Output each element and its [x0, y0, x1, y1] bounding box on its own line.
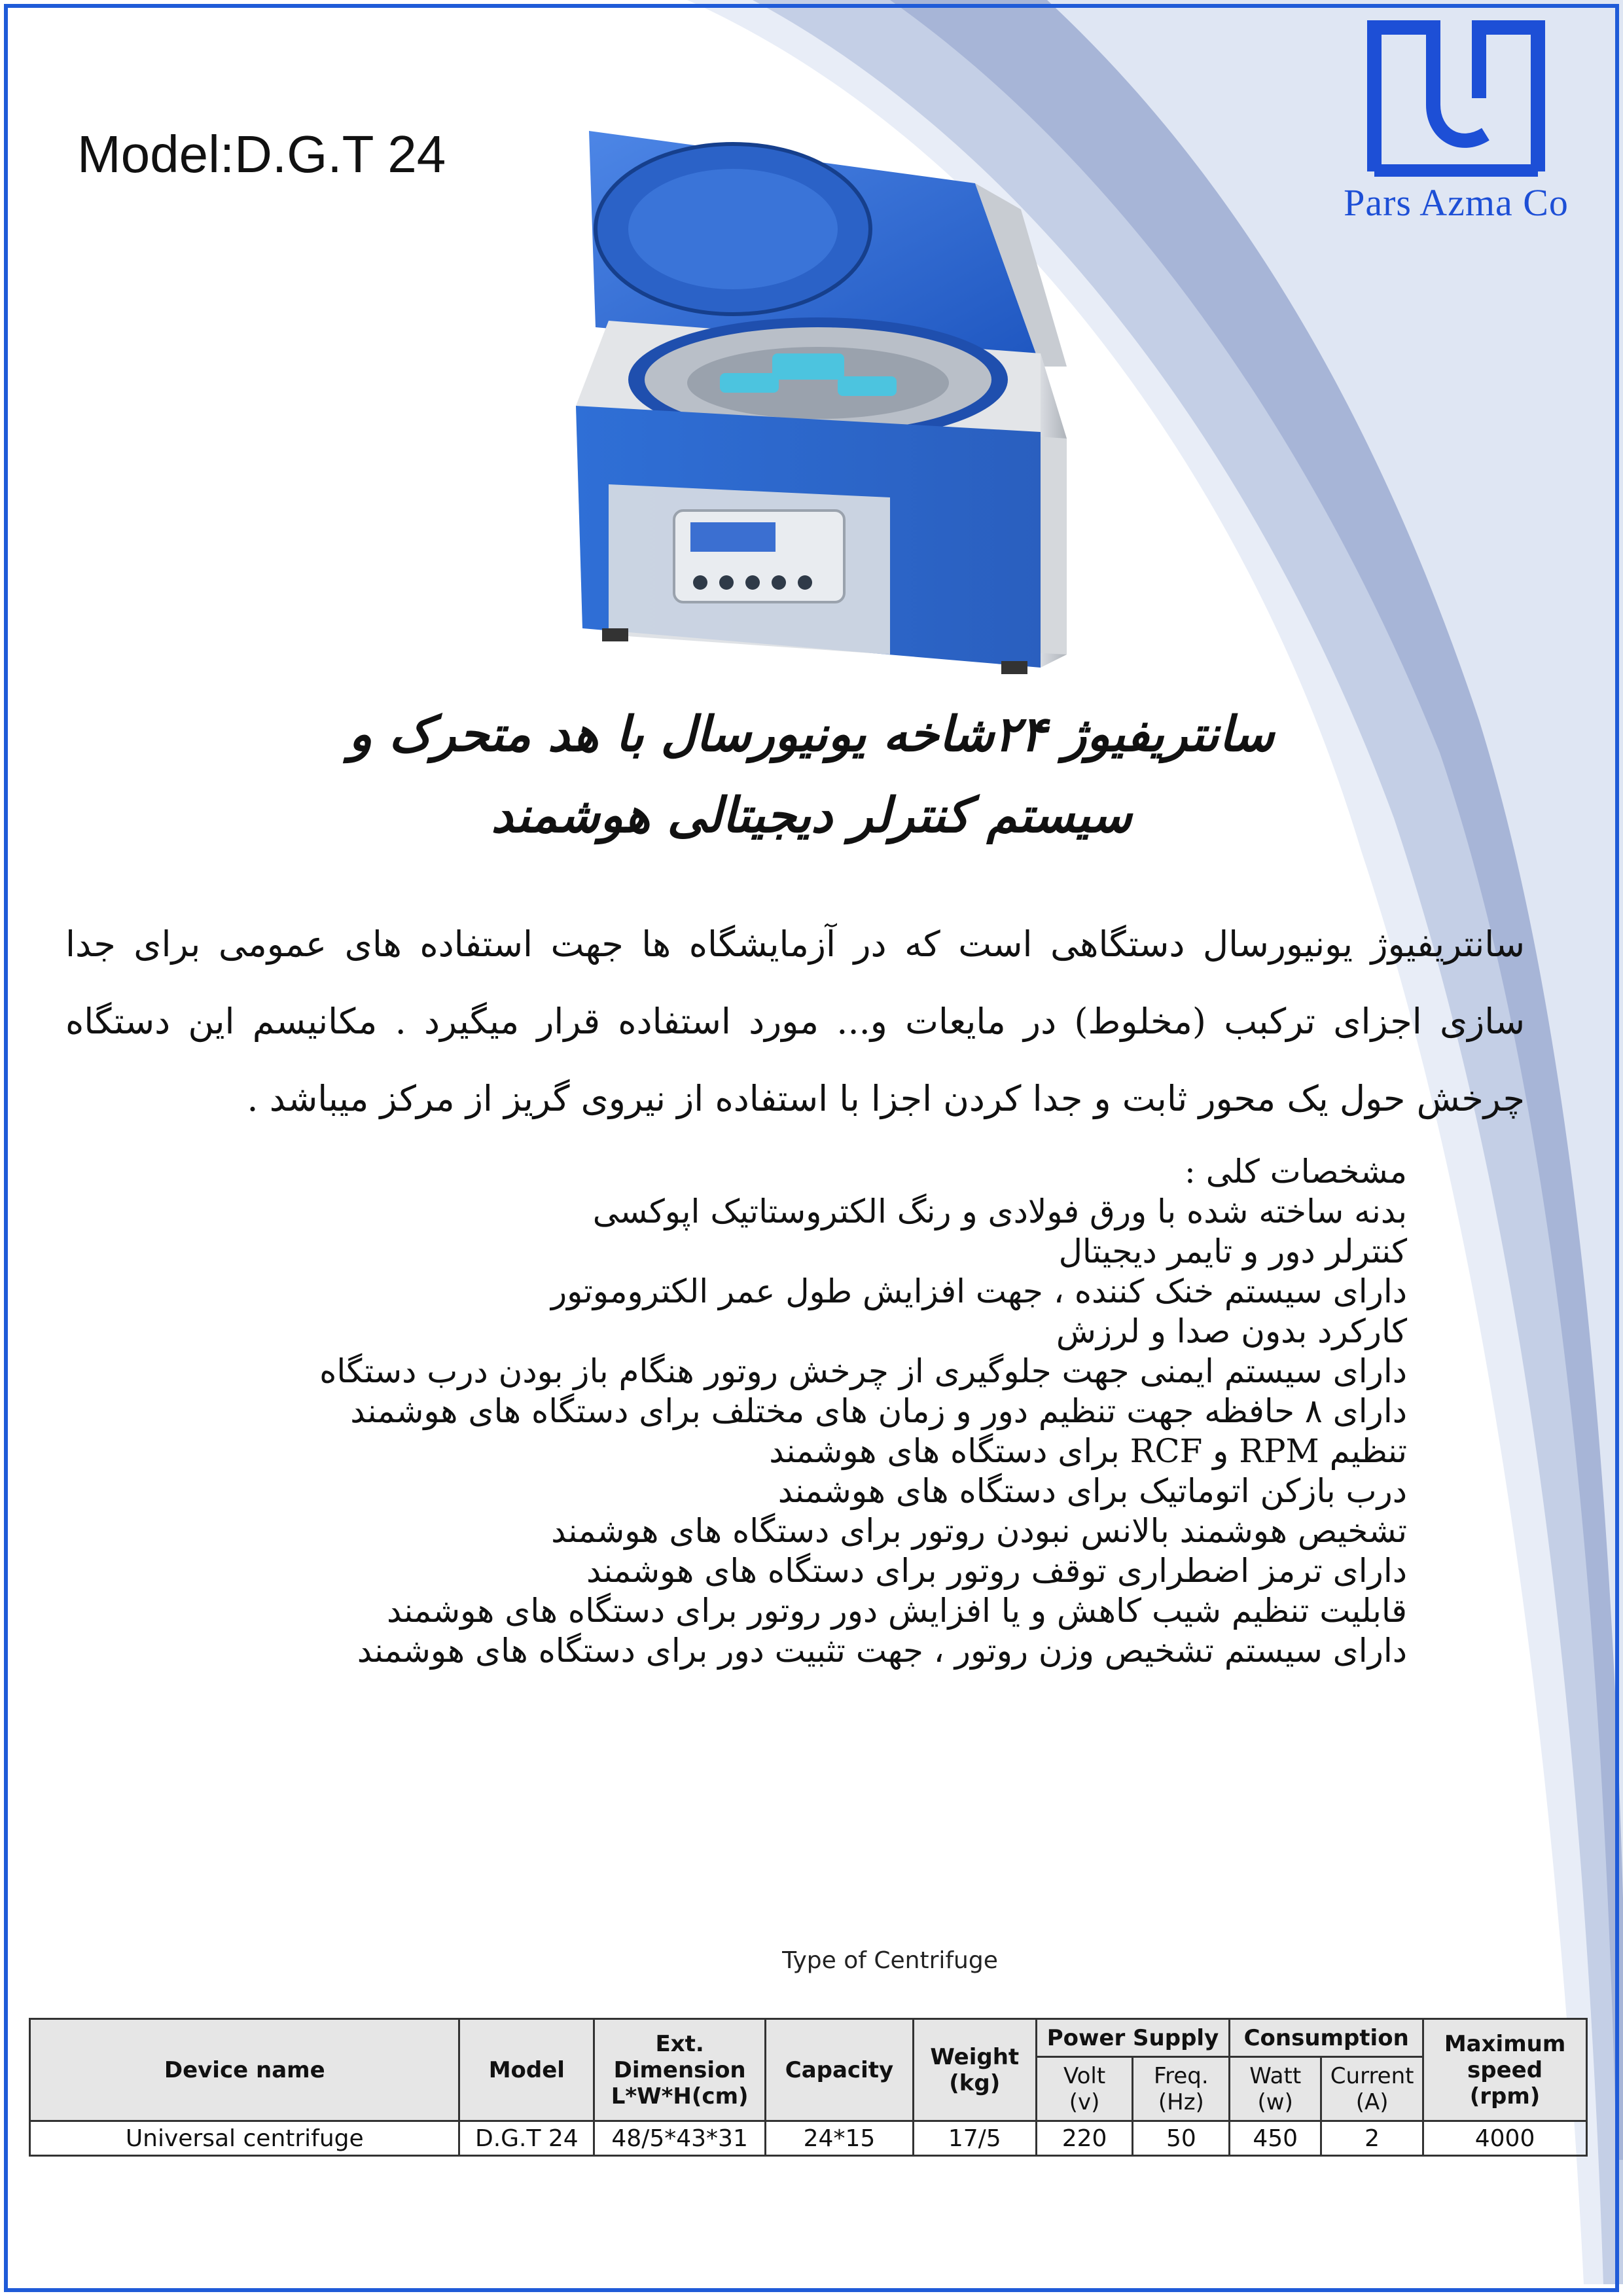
header-consumption: Consumption	[1230, 2019, 1423, 2057]
specs-heading: مشخصات کلی :	[1185, 1153, 1407, 1191]
model-label: Model:D.G.T 24	[77, 125, 446, 183]
brand-logo	[1335, 20, 1577, 224]
spec-item: دارای ترمز اضطراری توقف روتور برای دستگاه های هوشمند	[586, 1552, 1407, 1590]
cell-current: 2	[1321, 2121, 1423, 2156]
pars-azma-logo-icon	[1361, 20, 1551, 177]
spec-item: دارای ۸ حافظه جهت تنظیم دور و زمان های مختلف برای دستگاه های هوشمند	[350, 1392, 1407, 1430]
cell-device-name: Universal centrifuge	[30, 2121, 459, 2156]
centrifuge-image	[524, 131, 1126, 707]
header-max-speed: Maximum speed (rpm)	[1423, 2019, 1587, 2121]
header-freq: Freq. (Hz)	[1133, 2057, 1230, 2121]
header-model: Model	[459, 2019, 594, 2121]
product-title-line-1: سانتریفیوژ ۲۴شاخه یونیورسال با هد متحرک و	[348, 706, 1275, 762]
cell-watt: 450	[1230, 2121, 1321, 2156]
general-specs	[98, 1152, 1407, 1671]
cell-volt: 220	[1036, 2121, 1133, 2156]
cell-freq: 50	[1133, 2121, 1230, 2156]
table-row	[30, 2121, 1587, 2156]
spec-item: درب بازکن اتوماتیک برای دستگاه های هوشمند	[777, 1472, 1407, 1510]
header-power-supply: Power Supply	[1036, 2019, 1230, 2057]
cell-max-speed: 4000	[1423, 2121, 1587, 2156]
header-current: Current (A)	[1321, 2057, 1423, 2121]
spec-item: دارای سیستم تشخیص وزن روتور ، جهت تثبیت دور برای دستگاه های هوشمند	[357, 1632, 1407, 1670]
cell-ext-dimension: 48/5*43*31	[594, 2121, 766, 2156]
header-device-name: Device name	[30, 2019, 459, 2121]
spec-item: دارای سیستم خنک کننده ، جهت افزایش طول عمر الکتروموتور	[551, 1272, 1407, 1310]
table-caption: Type of Centrifuge	[782, 1947, 998, 1974]
header-capacity: Capacity	[766, 2019, 914, 2121]
spec-item: دارای سیستم ایمنی جهت جلوگیری از چرخش روتور هنگام باز بودن درب دستگاه	[319, 1352, 1407, 1390]
intro-paragraph: سانتریفیوژ یونیورسال دستگاهی است که در آزمایشگاه ها جهت استفاده های عمومی برای جدا سازی اجزای ترکبب (مخلوط) در مایعات و... مورد استفاده قرار میگیرد . مکانیسم این دستگاه چرخش حول یک محور ثابت و جدا کردن اجزا با استفاده از نیروی گریز از مرکز میباشد .	[65, 924, 1525, 1119]
spec-item: کارکرد بدون صدا و لرزش	[1056, 1312, 1407, 1350]
spec-item: قابلیت تنظیم شیب کاهش و یا افزایش دور روتور برای دستگاه های هوشمند	[387, 1592, 1407, 1630]
centrifuge-spec-table	[29, 2018, 1588, 2157]
cell-weight: 17/5	[913, 2121, 1036, 2156]
header-weight: Weight (kg)	[913, 2019, 1036, 2121]
brand-name: Pars Azma Co	[1344, 181, 1569, 224]
spec-item: تنظیم RPM و RCF برای دستگاه های هوشمند	[769, 1432, 1407, 1470]
spec-item: بدنه ساخته شده با ورق فولادی و رنگ الکتروستاتیک اپوکسی	[592, 1193, 1407, 1230]
cell-capacity: 24*15	[766, 2121, 914, 2156]
header-ext-dimension: Ext. Dimension L*W*H(cm)	[594, 2019, 766, 2121]
cell-model: D.G.T 24	[459, 2121, 594, 2156]
product-title-line-2: سیستم کنترلر دیجیتالی هوشمند	[491, 787, 1132, 844]
header-watt: Watt (w)	[1230, 2057, 1321, 2121]
spec-item: تشخیص هوشمند بالانس نبودن روتور برای دستگاه های هوشمند	[551, 1512, 1407, 1550]
header-volt: Volt (v)	[1036, 2057, 1133, 2121]
product-title	[196, 694, 1427, 856]
specs-list	[98, 1192, 1407, 1671]
spec-item: کنترلر دور و تایمر دیجیتال	[1058, 1232, 1407, 1270]
